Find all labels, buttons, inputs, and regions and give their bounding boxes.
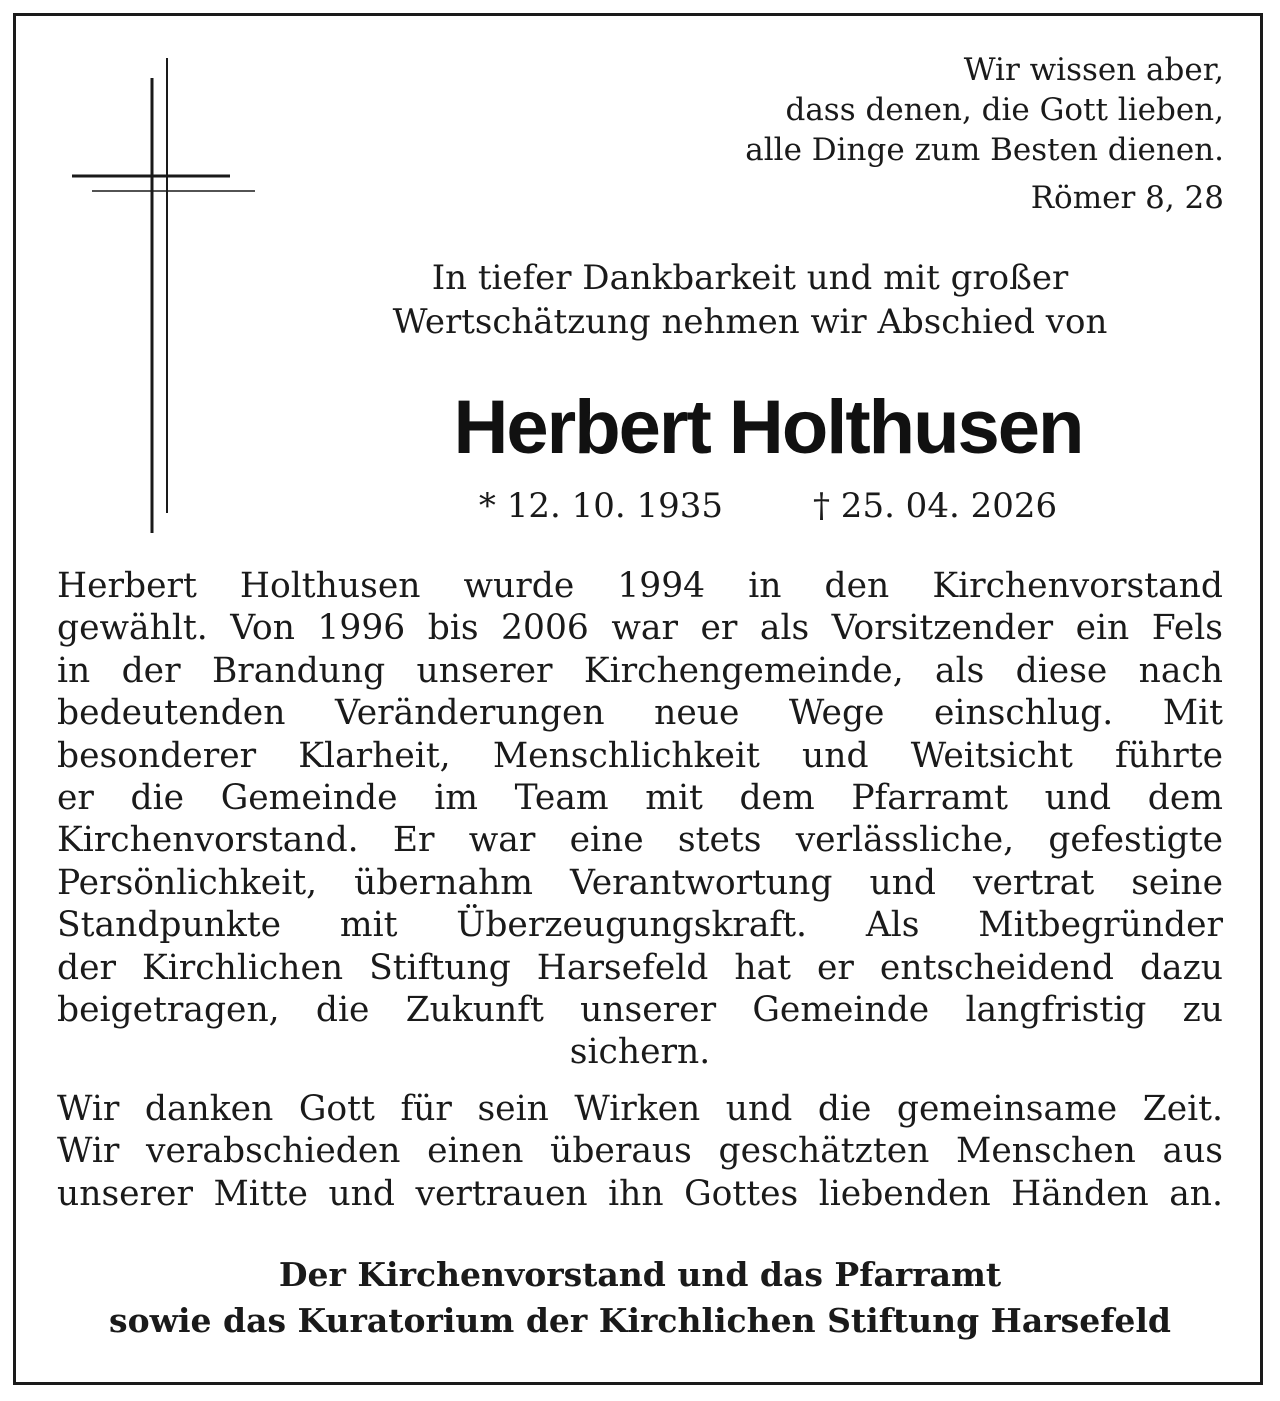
- deceased-name: Herbert Holthusen: [453, 385, 1083, 470]
- tribute-line: sichern.: [569, 1032, 711, 1073]
- tribute-line: besonderer Klarheit, Menschlichkeit und Weitsicht führte: [57, 735, 1223, 776]
- tribute-line: er die Gemeinde im Team mit dem Pfarramt und dem: [57, 778, 1223, 819]
- tribute-line: in der Brandung unserer Kirchengemeinde, als diese nach: [57, 650, 1223, 691]
- tribute-line: gewählt. Von 1996 bis 2006 war er als Vorsitzender ein Fels: [57, 608, 1223, 649]
- verse-line: alle Dinge zum Besten dienen.: [745, 132, 1224, 168]
- tribute-line: Persönlichkeit, übernahm Verantwortung und vertrat seine: [57, 862, 1223, 903]
- tribute-line: Wir verabschieden einen überaus geschätzten Menschen aus: [57, 1131, 1223, 1172]
- death-date: † 25. 04. 2026: [813, 486, 1058, 526]
- intro-text: [300, 256, 1200, 344]
- intro-line: In tiefer Dankbarkeit und mit großer: [431, 258, 1069, 298]
- intro-line: Wertschätzung nehmen wir Abschied von: [392, 302, 1108, 342]
- tribute-line: Herbert Holthusen wurde 1994 in den Kirchenvorstand: [57, 566, 1223, 606]
- tribute-line: beigetragen, die Zukunft unserer Gemeinde langfristig zu: [57, 990, 1223, 1031]
- cross-icon: [70, 58, 260, 533]
- verse-line: Wir wissen aber,: [963, 52, 1224, 88]
- tribute-line: Wir danken Gott für sein Wirken und die gemeinsame Zeit.: [57, 1088, 1223, 1129]
- tribute-line: Kirchenvorstand. Er war eine stets verlässliche, gefestigte: [57, 820, 1223, 861]
- signature-line: Der Kirchenvorstand und das Pfarramt: [278, 1255, 1002, 1294]
- tribute-line: der Kirchlichen Stiftung Harsefeld hat er entscheidend dazu: [57, 947, 1223, 988]
- tribute-line: unserer Mitte und vertrauen ihn Gottes liebenden Händen an.: [57, 1173, 1223, 1214]
- life-dates: [300, 484, 1236, 528]
- tribute-paragraph-2: [57, 1088, 1223, 1215]
- tribute-text: [57, 565, 1223, 1215]
- bible-verse: [664, 50, 1224, 218]
- signature: [57, 1252, 1223, 1344]
- verse-line: dass denen, die Gott lieben,: [785, 92, 1224, 128]
- birth-date: * 12. 10. 1935: [478, 486, 723, 526]
- verse-reference: Römer 8, 28: [1030, 180, 1224, 216]
- signature-line: sowie das Kuratorium der Kirchlichen Stiftung Harsefeld: [108, 1301, 1172, 1340]
- tribute-line: bedeutenden Veränderungen neue Wege einschlug. Mit: [57, 693, 1223, 734]
- tribute-line: Standpunkte mit Überzeugungskraft. Als Mitbegründer: [57, 905, 1223, 946]
- tribute-paragraph-1: [57, 565, 1223, 1074]
